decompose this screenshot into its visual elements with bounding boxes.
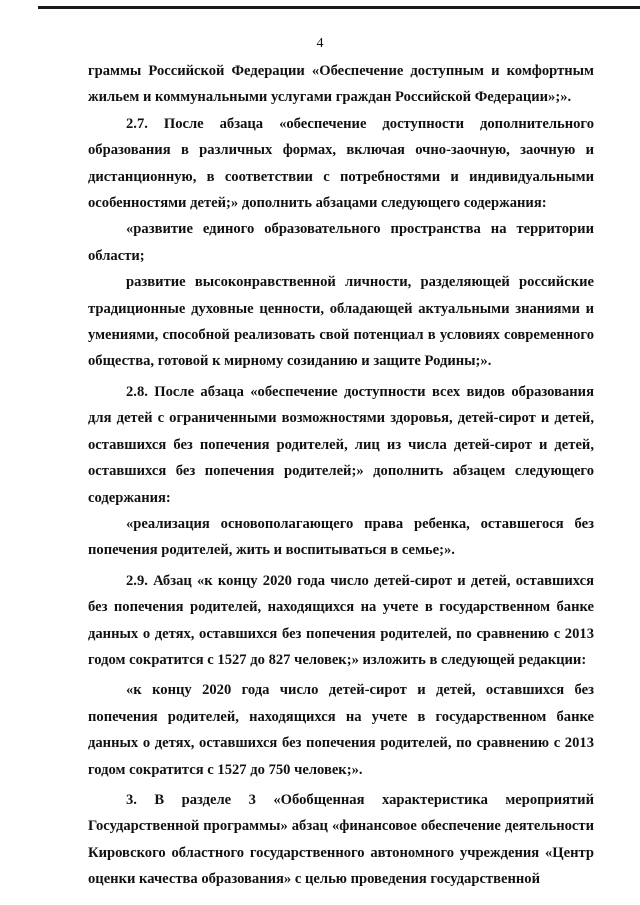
paragraph-3: 3. В разделе 3 «Обобщенная характеристика мероприятий Государственной программы» абзац «финансовое обеспечение деятельности Кировского областного государственного автономного учреждения «Центр оценки качества образования» с целью проведения государственной	[88, 791, 594, 888]
paragraph-quote-unified-space: «развитие единого образовательного пространства на территории области;	[88, 221, 594, 264]
document-body	[88, 58, 594, 893]
paragraph-continuation: граммы Российской Федерации «Обеспечение доступным и комфортным жильем и коммунальными услугами граждан Российской Федерации»;».	[88, 63, 594, 106]
paragraph-quote-new-edition: «к концу 2020 года число детей-сирот и детей, оставшихся без попечения родителей, находящихся на учете в государственном банке данных о детях, оставшихся без попечения родителей, по сравнению с 2013 годом сократится с 1527 до 750 человек;».	[88, 682, 594, 778]
paragraph-2-8: 2.8. После абзаца «обеспечение доступности всех видов образования для детей с ограниченными возможностями здоровья, детей-сирот и детей, оставшихся без попечения родителей, лиц из числа детей-сирот и детей, оставшихся без попечения родителей;» дополнить абзацем следующего содержания:	[88, 383, 594, 506]
page-number: 4	[316, 36, 324, 51]
paragraph-2-7: 2.7. После абзаца «обеспечение доступности дополнительного образования в различных формах, включая очно-заочную, заочную и дистанционную, в соответствии с потребностями и индивидуальными особенностями детей;» дополнить абзацами следующего содержания:	[88, 115, 594, 212]
top-border-line	[38, 6, 640, 9]
paragraph-2-9: 2.9. Абзац «к концу 2020 года число детей-сирот и детей, оставшихся без попечения родителей, находящихся на учете в государственном банке данных о детях, оставшихся без попечения родителей, по сравнению с 2013 годом сократится с 1527 до 827 человек;» изложить в следующей редакции:	[88, 572, 594, 668]
paragraph-quote-child-rights: «реализация основополагающего права ребенка, оставшегося без попечения родителей, жить и воспитываться в семье;».	[88, 515, 594, 559]
paragraph-quote-moral-development: развитие высоконравственной личности, разделяющей российские традиционные духовные ценности, обладающей актуальными знаниями и умениями, способной реализовать свой потенциал в условиях современного общества, готовой к мирному созиданию и защите Родины;».	[88, 274, 594, 370]
